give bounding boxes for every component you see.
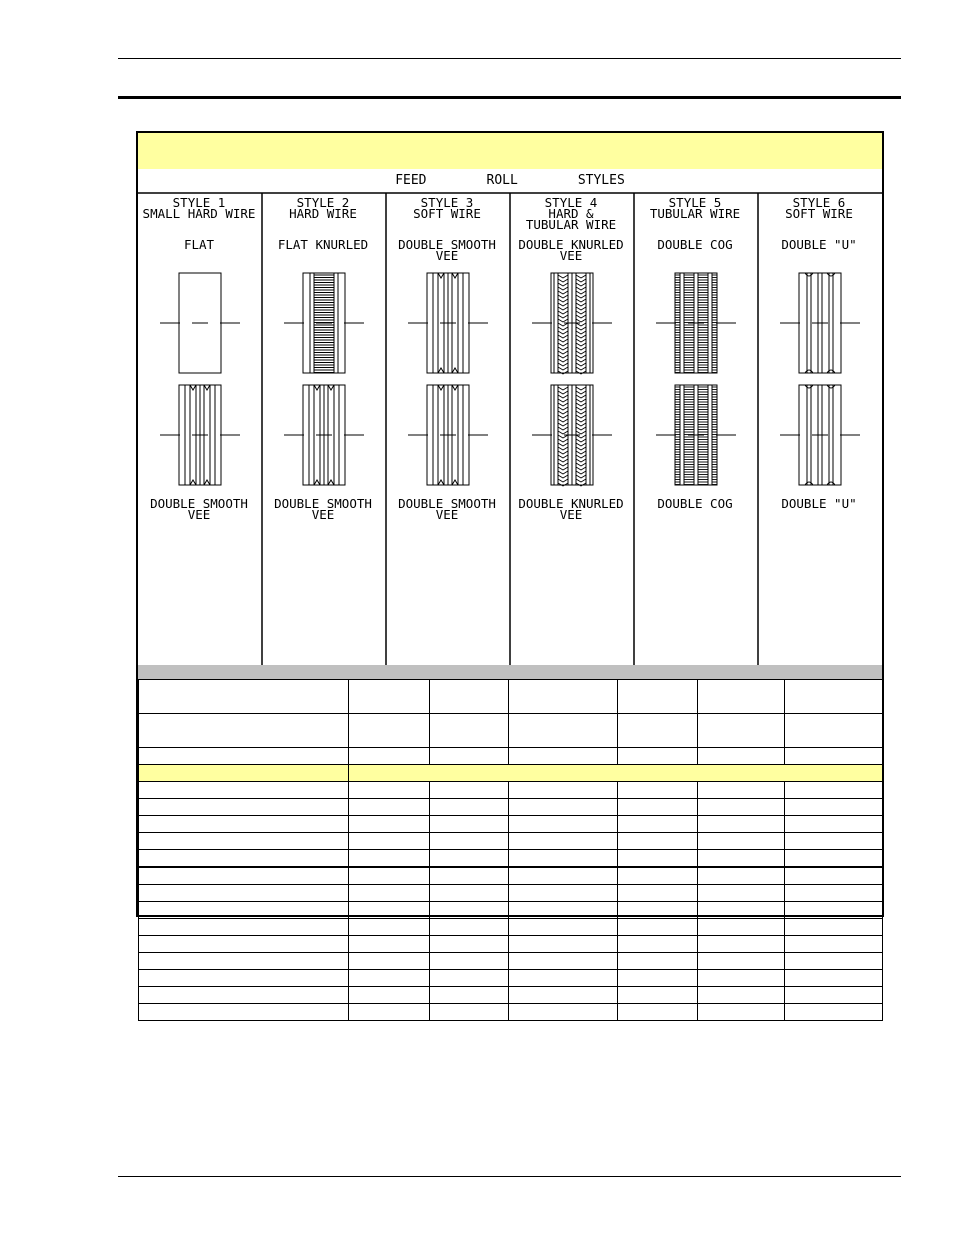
table-cell [785,936,883,953]
table-cell [785,867,883,885]
title-word-roll: ROLL [486,173,518,188]
table-cell [509,970,618,987]
table-cell [430,782,509,799]
table-cell [509,902,618,919]
table-cell [698,748,785,765]
table-cell [785,748,883,765]
table-row [139,782,883,799]
style-1-top-line-2: SMALL HARD WIRE [142,206,256,221]
table-cell [618,833,698,850]
table-row [139,765,883,782]
style-3-top-line-2: SOFT WIRE [413,206,481,221]
table-cell [139,953,349,970]
table-cell [698,867,785,885]
table-cell [698,902,785,919]
style-4-bottom-label [510,498,632,520]
table-cell [509,680,618,714]
table-row [139,902,883,919]
table-cell [349,680,430,714]
table-cell [349,867,430,885]
table-cell [430,799,509,816]
table-cell [618,867,698,885]
table-row [139,919,883,936]
table-cell [618,714,698,748]
table-cell [349,919,430,936]
table-cell [430,748,509,765]
style-1-kind-label [138,239,260,250]
style-4-top-line-1: STYLE 4 [544,195,598,210]
table-cell [618,970,698,987]
table-cell [618,919,698,936]
table-cell [618,782,698,799]
style-3-top-line-1: STYLE 3 [420,195,474,210]
style-column-4 [510,195,632,665]
style-2-kind-label [262,239,384,250]
style-1-kind-line-1: FLAT [183,237,215,252]
table-cell [430,1004,509,1021]
table-cell [698,885,785,902]
table-cell [430,919,509,936]
table-row [139,833,883,850]
table-cell [349,714,430,748]
table-cell [698,816,785,833]
table-cell [430,816,509,833]
table-cell [509,953,618,970]
table-cell [785,987,883,1004]
table-cell [139,799,349,816]
style-2-kind-line-1: FLAT KNURLED [277,237,369,252]
table-cell [349,987,430,1004]
table-cell [139,850,349,868]
style-5-top-line-1: STYLE 5 [668,195,722,210]
table-cell [509,919,618,936]
table-cell [785,1004,883,1021]
table-cell [430,680,509,714]
title-word-feed: FEED [395,173,427,188]
table-cell [349,765,883,782]
table-cell [349,953,430,970]
feed-roll-styles-drawing [138,169,882,665]
table-cell [349,799,430,816]
table-cell [698,680,785,714]
style-5-top-line-2: TUBULAR WIRE [649,206,741,221]
table-cell [139,885,349,902]
style-3-bottom-label [386,498,508,520]
table-cell [349,816,430,833]
table-cell [785,782,883,799]
feed-roll-styles-title [138,173,882,188]
table-cell [618,1004,698,1021]
header-thick-rule [118,96,901,99]
table-cell [618,902,698,919]
style-3-kind-line-2: VEE [435,248,459,263]
style-5-top-label [634,197,756,219]
table-cell [785,885,883,902]
style-4-kind-line-2: VEE [559,248,583,263]
table-cell [698,714,785,748]
table-cell [698,782,785,799]
style-2-bottom-line-2: VEE [311,507,335,522]
table-cell [349,833,430,850]
table-cell [430,902,509,919]
style-6-top-label [758,197,880,219]
table-cell [509,987,618,1004]
style-6-bottom-label [758,498,880,509]
table-cell [349,850,430,868]
table-row [139,1004,883,1021]
style-6-kind-label [758,239,880,250]
style-4-bottom-line-1: DOUBLE KNURLED [518,496,624,511]
table-cell [785,953,883,970]
style-1-top-label [138,197,260,219]
gray-separator-band [138,665,882,679]
style-3-bottom-line-2: VEE [435,507,459,522]
table-cell [698,1004,785,1021]
style-column-6 [758,195,880,665]
header-rule [118,58,901,59]
title-word-styles: STYLES [577,173,625,188]
table-cell [349,748,430,765]
style-4-top-line-2: HARD & [548,206,594,221]
table-cell [139,748,349,765]
table-cell [785,850,883,868]
table-cell [349,782,430,799]
table-cell [618,936,698,953]
table-cell [785,799,883,816]
table-cell [139,1004,349,1021]
table-cell [139,833,349,850]
table-cell [785,714,883,748]
table-cell [139,680,349,714]
table-cell [785,816,883,833]
table-cell [698,799,785,816]
feed-roll-table [136,131,884,917]
table-cell [509,936,618,953]
table-cell [509,850,618,868]
table-row [139,799,883,816]
style-column-3 [386,195,508,665]
style-6-top-line-1: STYLE 6 [792,195,846,210]
style-1-top-line-1: STYLE 1 [172,195,226,210]
style-4-top-line-3: TUBULAR WIRE [525,217,617,232]
table-cell [430,714,509,748]
table-cell [349,902,430,919]
table-cell [139,867,349,885]
style-1-bottom-line-1: DOUBLE SMOOTH [150,496,248,511]
table-row [139,885,883,902]
table-cell [509,833,618,850]
style-3-top-label [386,197,508,219]
style-2-top-label [262,197,384,219]
style-6-top-line-2: SOFT WIRE [785,206,853,221]
table-cell [139,816,349,833]
table-row [139,953,883,970]
empty-data-table [138,679,883,1021]
table-cell [509,867,618,885]
style-2-bottom-line-1: DOUBLE SMOOTH [274,496,372,511]
table-cell [139,987,349,1004]
style-column-2 [262,195,384,665]
table-cell [509,748,618,765]
table-cell [618,816,698,833]
table-cell [785,680,883,714]
style-2-top-line-2: HARD WIRE [289,206,357,221]
style-column-1 [138,195,260,665]
table-cell [509,1004,618,1021]
table-row [139,748,883,765]
style-6-bottom-line-1: DOUBLE "U" [781,496,857,511]
style-5-kind-line-1: DOUBLE COG [657,237,733,252]
style-2-bottom-label [262,498,384,520]
table-cell [698,953,785,970]
table-cell [430,885,509,902]
style-3-bottom-line-1: DOUBLE SMOOTH [398,496,496,511]
style-5-kind-label [634,239,756,250]
table-cell [785,833,883,850]
style-1-bottom-label [138,498,260,520]
style-1-bottom-line-2: VEE [187,507,211,522]
table-cell [698,936,785,953]
table-cell [509,799,618,816]
table-cell [698,850,785,868]
style-2-top-line-1: STYLE 2 [296,195,350,210]
table-cell [509,714,618,748]
style-4-kind-label [510,239,632,261]
table-cell [139,936,349,953]
table-cell [618,987,698,1004]
table-cell [785,919,883,936]
table-cell [618,953,698,970]
table-cell [430,833,509,850]
table-cell [430,850,509,868]
table-row [139,987,883,1004]
table-row [139,680,883,714]
table-cell [785,902,883,919]
table-row [139,936,883,953]
table-cell [698,987,785,1004]
table-cell [618,799,698,816]
table-cell [139,902,349,919]
table-cell [139,714,349,748]
style-4-kind-line-1: DOUBLE KNURLED [518,237,624,252]
table-cell [698,919,785,936]
style-4-bottom-line-2: VEE [559,507,583,522]
table-cell [139,970,349,987]
table-cell [430,936,509,953]
yellow-title-banner [138,133,882,169]
table-cell [698,970,785,987]
table-cell [618,680,698,714]
table-cell [139,919,349,936]
table-cell [430,953,509,970]
table-row [139,850,883,868]
table-cell [349,1004,430,1021]
style-5-bottom-label [634,498,756,509]
table-cell [509,885,618,902]
style-6-kind-line-1: DOUBLE "U" [781,237,857,252]
style-3-kind-label [386,239,508,261]
table-cell [139,765,349,782]
style-4-top-label [510,197,632,230]
table-row [139,970,883,987]
table-cell [430,970,509,987]
table-cell [785,970,883,987]
table-cell [618,885,698,902]
table-row [139,816,883,833]
table-cell [430,867,509,885]
table-cell [139,782,349,799]
table-cell [349,970,430,987]
table-row [139,714,883,748]
table-cell [349,885,430,902]
table-cell [509,816,618,833]
footer-rule [118,1176,901,1177]
table-cell [430,987,509,1004]
style-column-5 [634,195,756,665]
table-cell [349,936,430,953]
table-cell [698,833,785,850]
style-5-bottom-line-1: DOUBLE COG [657,496,733,511]
style-3-kind-line-1: DOUBLE SMOOTH [398,237,496,252]
table-cell [618,850,698,868]
table-cell [509,782,618,799]
table-cell [618,748,698,765]
table-row [139,867,883,885]
